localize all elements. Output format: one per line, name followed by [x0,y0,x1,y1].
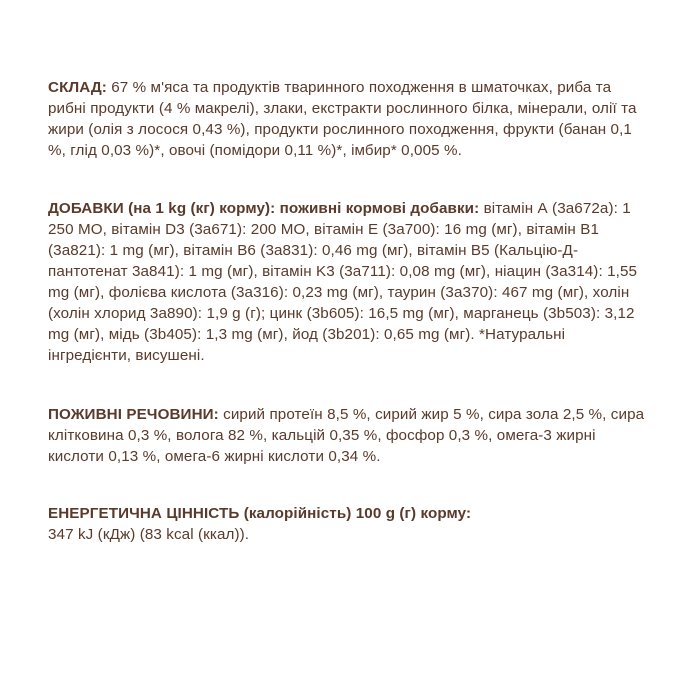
composition-text: 67 % м'яса та продуктів тваринного походження в шматочках, риба та рибні продукти (4 % макрелі), злаки, екстракти рослинного білка, мінерали, олії та жири (олія з лосося 0,43 %), продукти рослинного походження, фрукти (банан 0,1 %, глід 0,03 %)*, овочі (помідори 0,11 %)*, імбир* 0,005 %. [48,79,637,159]
composition-label: СКЛАД: [48,79,107,96]
nutrients-section [48,404,648,467]
additives-section [48,198,648,366]
composition-section [48,77,648,161]
energy-label: ЕНЕРГЕТИЧНА ЦІННІСТЬ (калорійність) 100 g (г) корму: [48,505,472,522]
additives-label: ДОБАВКИ (на 1 kg (кг) корму): поживні кормові добавки: [48,200,480,217]
nutrients-label: ПОЖИВНІ РЕЧОВИНИ: [48,406,219,423]
nutrients-text: сирий протеїн 8,5 %, сирий жир 5 %, сира зола 2,5 %, сира клітковина 0,3 %, волога 82 %, кальцій 0,35 %, фосфор 0,3 %, омега-3 жирні кислоти 0,13 %, омега-6 жирні кислоти 0,34 %. [48,406,645,465]
ingredients-document [48,77,648,545]
energy-text: 347 kJ (кДж) (83 kcal (ккал)). [48,526,250,543]
additives-text: вітамін А (3а672а): 1 250 МО, вітамін D3 (3а671): 200 МО, вітамін E (3а700): 16 mg (мг), вітамін B1 (3а821): 1 mg (мг), вітамін B6 (3а831): 0,46 mg (мг), вітамін B5 (Кальцію-Д-пантотенат 3а841): 1 mg (мг), вітамін K3 (3а711): 0,08 mg (мг), ніацин (3а314): 1,55 mg (мг), фолієва кислота (3а316): 0,23 mg (мг), таурин (3а370): 467 mg (мг), холін (холін хлорид 3а890): 1,9 g (г); цинк (3b605): 16,5 mg (мг), марганець (3b503): 3,12 mg (мг), мідь (3b405): 1,3 mg (мг), йод (3b201): 0,65 mg (мг). *Натуральні інгредієнти, висушені. [48,200,638,364]
energy-section [48,503,648,545]
